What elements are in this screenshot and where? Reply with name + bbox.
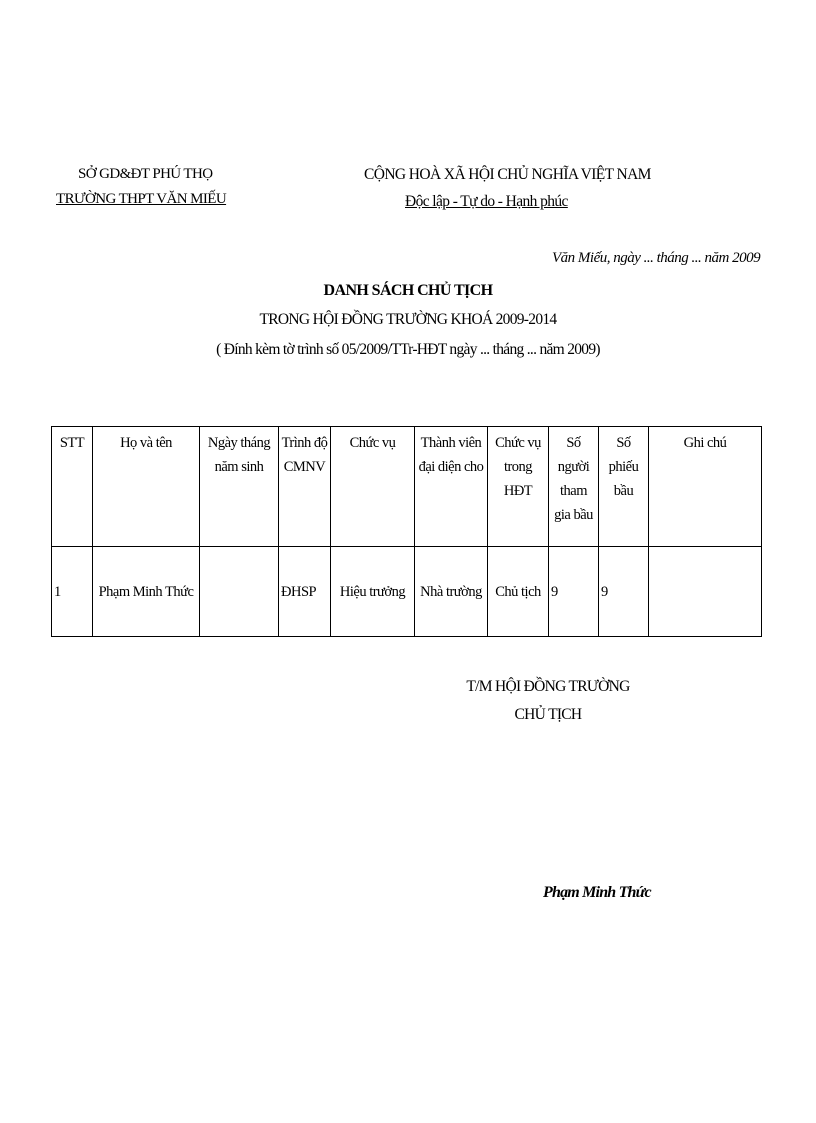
cell-qualification: ĐHSP bbox=[279, 547, 331, 637]
department-name: SỞ GD&ĐT PHÚ THỌ bbox=[78, 166, 213, 182]
column-header-name: Họ và tên bbox=[93, 427, 200, 547]
column-header-council-role: Chức vụ trong HĐT bbox=[488, 427, 549, 547]
document-title: DANH SÁCH CHỦ TỊCH bbox=[323, 282, 493, 299]
nation-heading: CỘNG HOÀ XÃ HỘI CHỦ NGHĨA VIỆT NAM bbox=[364, 166, 651, 183]
cell-position: Hiệu trưởng bbox=[331, 547, 415, 637]
document-subtitle: TRONG HỘI ĐỒNG TRƯỜNG KHOÁ 2009-2014 bbox=[259, 311, 557, 328]
cell-votes: 9 bbox=[599, 547, 649, 637]
column-header-participants: Số người tham gia bầu bbox=[549, 427, 599, 547]
column-header-qualification: Trình độ CMNV bbox=[279, 427, 331, 547]
column-header-votes: Số phiếu bầu bbox=[599, 427, 649, 547]
table-row bbox=[52, 547, 762, 637]
signature-role: CHỦ TỊCH bbox=[514, 706, 582, 723]
column-header-representing: Thành viên đại diện cho bbox=[415, 427, 488, 547]
column-header-stt: STT bbox=[52, 427, 93, 547]
signature-name: Phạm Minh Thức bbox=[543, 884, 651, 901]
signature-title: T/M HỘI ĐỒNG TRƯỜNG bbox=[466, 678, 630, 695]
cell-birth-date bbox=[200, 547, 279, 637]
cell-participants: 9 bbox=[549, 547, 599, 637]
cell-name: Phạm Minh Thức bbox=[93, 547, 200, 637]
column-header-note: Ghi chú bbox=[649, 427, 762, 547]
cell-stt: 1 bbox=[52, 547, 93, 637]
column-header-position: Chức vụ bbox=[331, 427, 415, 547]
cell-note bbox=[649, 547, 762, 637]
cell-representing: Nhà trường bbox=[415, 547, 488, 637]
column-header-birth-date: Ngày tháng năm sinh bbox=[200, 427, 279, 547]
place-date: Văn Miếu, ngày ... tháng ... năm 2009 bbox=[552, 250, 761, 266]
table-header-row bbox=[52, 427, 762, 547]
attachment-note: ( Đính kèm tờ trình số 05/2009/TTr-HĐT ngày ... tháng ... năm 2009) bbox=[216, 341, 600, 358]
cell-council-role: Chủ tịch bbox=[488, 547, 549, 637]
national-motto: Độc lập - Tự do - Hạnh phúc bbox=[405, 193, 568, 210]
chairman-table bbox=[51, 426, 762, 637]
school-name: TRƯỜNG THPT VĂN MIẾU bbox=[56, 191, 227, 207]
